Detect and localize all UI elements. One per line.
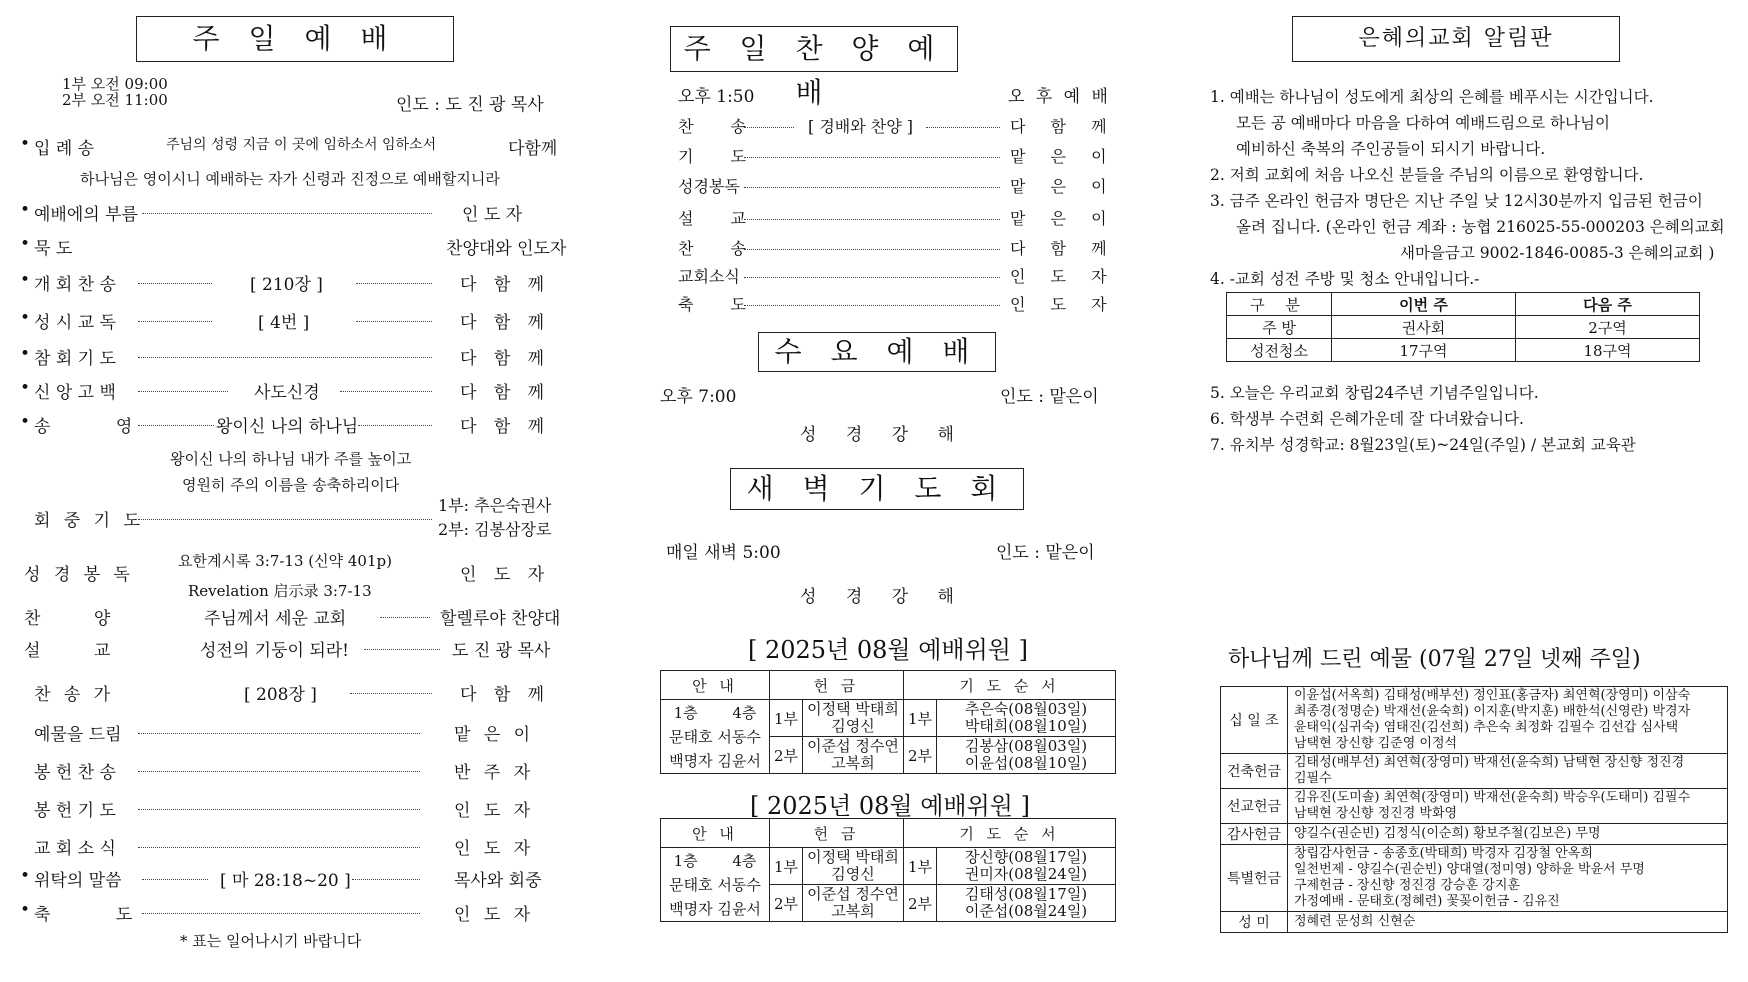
notice-line: 2. 저희 교회에 처음 나오신 분들을 주님의 이름으로 환영합니다. [1210,166,1644,184]
leader-dots [138,391,228,392]
dawn-title: 새 벽 기 도 회 [730,468,1024,510]
item-by: 인 도 자 [454,801,535,821]
offering-line: 이준섭 정수연 [807,737,899,755]
sunday-title: 주 일 예 배 [136,16,454,62]
offering-label: 특별헌금 [1221,845,1288,912]
order-offer-prayer [0,796,560,822]
praise-order-row [640,114,1140,138]
leader-dots [340,391,432,392]
order-offer-hymn [0,758,560,784]
item-label: 찬 양 [24,609,111,629]
session-cell: 2부 [770,885,803,922]
notice-line: 6. 학생부 수련회 은혜가운데 잘 다녀왔습니다. [1210,410,1524,428]
leader-dots [744,219,1000,220]
prayer-line: 김봉삼(08월03일) [964,737,1088,755]
item-label: 예물을 드림 [34,725,122,745]
leader-dots [356,321,432,322]
offering-names [1288,754,1728,789]
leader-dots [358,425,432,426]
prayer-line: 김태성(08월17일) [964,885,1088,903]
prayer-cell [937,848,1116,885]
leader-dots [138,733,420,734]
item-content: 주님의 성령 지금 이 곳에 임하소서 임하소서 [166,137,437,153]
item-by: 찬양대와 인도자 [446,239,567,259]
reading-passages [178,546,392,606]
order-introit [0,134,560,160]
lyric-line: 왕이신 나의 하나님 내가 주를 높이고 [170,450,412,468]
notice-line: 3. 금주 온라인 헌금자 명단은 지난 주일 낮 12시30분까지 입금된 헌금이 [1210,192,1703,210]
order-silent [0,234,567,260]
clean-cell: 18구역 [1516,339,1700,362]
committee-table-1 [660,670,1116,774]
prayer-line: 이준섭(08월24일) [964,902,1088,920]
leader-dots [138,321,212,322]
guide-line: 1층 4층 [673,703,757,722]
offering-line: 이준섭 정수연 [807,885,899,903]
item-by: 다 함 께 [460,349,551,369]
item-content: [ 210장 ] [250,275,323,295]
item-by: 다 함 께 [1010,239,1117,258]
table-header: 기 도 순 서 [904,819,1116,848]
prayer-line: 장신향(08월17일) [964,848,1088,866]
item-label: 봉 헌 기 도 [34,801,116,821]
notice-line: 예비하신 축복의 주인공들이 되시기 바랍니다. [1236,140,1546,158]
offering-name-line: 일천번제 - 양길수(권순빈) 양대열(정미영) 양하윤 박윤서 무명 [1294,862,1645,877]
item-label: 기 도 [678,147,762,166]
item-label: • 송 영 [34,412,132,437]
cleaning-table [1226,292,1700,362]
prayer-cell [937,737,1116,774]
guide-line: 백명자 김윤서 [669,899,761,918]
item-label: 성경봉독 [678,177,740,196]
item-by: 다 함 께 [460,313,551,333]
leader-dots [138,771,420,772]
prayer-persons [438,494,551,542]
offering-line: 김영신 [831,865,875,883]
leader-dots [138,283,212,284]
table-header: 헌 금 [770,671,904,700]
item-content: 사도신경 [254,383,320,403]
order-news [0,834,560,860]
service-times [62,76,168,108]
order-call [0,200,560,226]
offering-label: 성 미 [1221,912,1288,933]
offerings-title: 하나님께 드린 예물 (07월 27일 넷째 주일) [1228,647,1641,672]
notice-line: 1. 예배는 하나님이 성도에게 최상의 은혜를 베푸시는 시간입니다. [1210,88,1654,106]
prayer-line: 박태희(08월10일) [964,717,1088,735]
praise-order-row [640,144,1140,168]
prayer-cell [937,700,1116,737]
offering-name-line: 남택현 장신향 정진경 박화영 [1294,806,1458,821]
notice-line: 올려 집니다. (온라인 헌금 계좌 : 농협 216025-55-000203 은혜의교회 [1236,218,1725,236]
item-label: 찬 송 [678,239,762,258]
item-label: 성 경 봉 독 [24,565,134,585]
leader-dots [364,649,440,650]
item-label: 봉 헌 찬 송 [34,763,116,783]
clean-cell: 성전청소 [1227,339,1332,362]
item-by: 다 함 께 [460,417,551,437]
item-label: 교회소식 [678,267,740,286]
clean-header: 구 분 [1227,293,1332,316]
item-by: 할렐루야 찬양대 [440,609,561,629]
leader-dots [926,127,1000,128]
offering-line: 이정택 박태희 [807,848,899,866]
prayer-line: 권미자(08월24일) [964,865,1088,883]
offering-label: 선교헌금 [1221,789,1288,824]
item-by: 반 주 자 [454,763,535,783]
offerings-table [1220,686,1728,933]
wednesday-time: 오후 7:00 [660,387,737,407]
item-label: • 예배에의 부름 [34,200,138,225]
item-by: 다 함 께 [460,383,551,403]
clean-header: 이번 주 [1332,293,1516,316]
dawn-time: 매일 새벽 5:00 [666,543,781,563]
item-by: 다 함 께 [460,275,551,295]
item-label: • 축 도 [34,900,132,925]
guide-line: 문태호 서동수 [669,875,761,894]
offering-label: 십 일 조 [1221,687,1288,754]
item-content: 주님께서 세운 교회 [204,609,347,629]
item-label: • 위탁의 말씀 [34,866,122,891]
offering-line: 김영신 [831,717,875,735]
bulletin-column [1210,0,1748,982]
second-service-time: 2부 오전 11:00 [62,91,168,109]
leader-dots [138,809,420,810]
offering-names [1288,687,1728,754]
praise-order-row [640,174,1140,198]
offering-row [1221,912,1728,933]
item-by: 인 도 자 [460,565,551,585]
offering-row [1221,687,1728,754]
item-label: • 성 시 교 독 [34,308,116,333]
order-responsive [0,308,560,334]
order-commission [0,866,560,892]
dawn-leader: 인도 : 맡은이 [996,543,1095,563]
notice-line: 새마을금고 9002-1846-0085-3 은혜의교회 ) [1400,244,1715,262]
order-anthem [0,604,560,630]
item-label: 설 교 [24,641,111,661]
item-by: 인 도 자 [454,839,535,859]
guide-line: 백명자 김윤서 [669,751,761,770]
offering-name-line: 김태성(배부선) 최연혁(장영미) 박재선(윤숙희) 남택현 장신향 정진경 [1294,755,1685,770]
clean-cell: 주 방 [1227,316,1332,339]
item-by: 다 함 께 [460,685,551,705]
leader-dots [138,847,420,848]
offering-row [1221,845,1728,912]
doxology-lyrics [170,446,411,498]
table-header: 기 도 순 서 [904,671,1116,700]
notice-line: 5. 오늘은 우리교회 창립24주년 기념주일입니다. [1210,384,1539,402]
leader-dots [142,913,420,914]
item-label: 찬 송 [678,117,762,136]
guide-cell [661,848,770,922]
offering-row [1221,789,1728,824]
item-label: • 개 회 찬 송 [34,270,116,295]
item-content: [ 208장 ] [244,685,317,705]
leader-dots [744,305,1000,306]
item-label: • 입 례 송 [34,134,94,159]
offering-name-line: 창립감사헌금 - 송종호(박태희) 박경자 김장철 안옥희 [1294,846,1593,861]
session-cell: 2부 [904,737,937,774]
item-label: 회 중 기 도 [34,511,144,531]
guide-line: 1층 4층 [673,851,757,870]
prayer-person: 1부: 추은숙권사 [438,496,552,515]
offering-line: 고복희 [831,754,875,772]
item-content: 왕이신 나의 하나님 [216,417,359,437]
item-by: 맡 은 이 [1010,147,1117,166]
table-header: 안 내 [661,819,770,848]
session-cell: 1부 [770,700,803,737]
wednesday-sub: 성 경 강 해 [800,425,966,445]
offering-name-line: 이윤섭(서옥희) 김태성(배부선) 정인표(홍금자) 최연혁(장영미) 이삼숙 [1294,688,1691,703]
item-by: 다함께 [508,139,558,159]
notices-list [1210,84,1725,292]
offering-name-line: 최종경(정명순) 박재선(윤숙희) 이지훈(박지훈) 배한석(신영란) 박경자 [1294,704,1691,719]
item-by: 목사와 회중 [454,871,542,891]
item-label: • 신 앙 고 백 [34,378,116,403]
item-label: • 참 회 기 도 [34,344,116,369]
order-creed [0,378,560,404]
prayer-line: 추은숙(08월03일) [964,700,1088,718]
item-label: • 묵 도 [34,234,72,259]
notice-line: 모든 공 예배마다 마음을 다하여 예배드림으로 하나님이 [1236,114,1610,132]
offering-name-line: 남택현 장신향 김준영 이정석 [1294,736,1458,751]
committee-table-2 [660,818,1116,922]
order-sermon [0,636,560,662]
leader-dots [744,157,1000,158]
worship-verse: 하나님은 영이시니 예배하는 자가 신령과 진정으로 예배할지니라 [80,170,500,188]
committee-title-1: [ 2025년 08월 예배위원 ] [748,636,1028,664]
offering-name-line: 양길수(권순빈) 김정식(이순희) 황보주철(김보은) 무명 [1294,826,1601,841]
offering-cell [803,885,904,922]
item-by: 인 도 자 [1010,295,1117,314]
leader-dots [744,277,1000,278]
offering-names [1288,845,1728,912]
clean-cell: 2구역 [1516,316,1700,339]
dawn-sub: 성 경 강 해 [800,587,966,607]
offering-name-line: 정혜련 문성희 신현순 [1294,914,1416,929]
order-confession [0,344,560,370]
item-by: 맡 은 이 [454,725,535,745]
leader-dots [350,693,432,694]
passage: 요한계시록 3:7-13 (신약 401p) [178,552,392,570]
offering-cell [803,700,904,737]
table-header: 안 내 [661,671,770,700]
first-service-time: 1부 오전 09:00 [62,75,168,93]
offering-name-line: 구제헌금 - 장신향 정진경 강승훈 강지훈 [1294,878,1520,893]
order-opening-hymn [0,270,560,296]
bulletin-title: 은혜의교회 알림판 [1292,16,1620,62]
offering-row [1221,754,1728,789]
praise-service-time: 오후 1:50 [678,87,755,107]
offering-name-line: 윤태익(심귀숙) 염태진(김선희) 추은숙 최정화 김필수 김선갑 심사택 [1294,720,1679,735]
praise-order-row [640,236,1140,260]
sunday-column [0,0,567,982]
wednesday-leader: 인도 : 맡은이 [1000,387,1099,407]
offering-names [1288,789,1728,824]
notice-line: 4. -교회 성전 주방 및 청소 안내입니다.- [1210,270,1480,288]
item-label: 설 교 [678,209,762,228]
order-offering [0,720,560,746]
leader-dots [352,879,420,880]
offering-name-line: 가정예배 - 문태호(정혜련) 꽃꽂이헌금 - 김유진 [1294,894,1560,909]
offering-label: 건축헌금 [1221,754,1288,789]
table-header: 헌 금 [770,819,904,848]
praise-service-title: 주 일 찬 양 예 배 [670,26,958,72]
leader-dots [744,249,1000,250]
leader-dots [356,283,432,284]
praise-order-row [640,264,1140,288]
prayer-cell [937,885,1116,922]
leader-dots [138,357,432,358]
clean-cell: 권사회 [1332,316,1516,339]
offering-row [1221,824,1728,845]
notices-list-2 [1210,380,1636,458]
item-content: [ 경배와 찬양 ] [808,117,914,136]
leader-dots [380,617,430,618]
praise-order-row [640,206,1140,230]
lyric-line: 영원히 주의 이름을 송축하리이다 [182,476,400,494]
passage: Revelation 启示录 3:7-13 [188,582,372,600]
session-cell: 1부 [770,848,803,885]
sunday-leader: 인도 : 도 진 광 목사 [396,95,544,115]
offering-name-line: 김필수 [1294,771,1332,786]
item-by: 인 도 자 [462,205,523,225]
offering-label: 감사헌금 [1221,824,1288,845]
item-by: 맡 은 이 [1010,177,1117,196]
session-cell: 2부 [904,885,937,922]
order-blessing [0,900,560,926]
praise-service-type: 오 후 예 배 [1008,87,1111,107]
item-label: 찬 송 가 [34,685,115,705]
item-by: 인 도 자 [454,905,535,925]
leader-dots [744,127,794,128]
guide-line: 문태호 서동수 [669,727,761,746]
center-column [640,0,1140,982]
guide-cell [661,700,770,774]
session-cell: 1부 [904,848,937,885]
offering-names [1288,912,1728,933]
item-content: [ 4번 ] [258,313,310,333]
leader-dots [744,187,1000,188]
offering-name-line: 김유진(도미솔) 최연혁(장영미) 박재선(윤숙희) 박승우(도태미) 김필수 [1294,790,1691,805]
committee-title-2: [ 2025년 08월 예배위원 ] [750,792,1030,820]
item-by: 맡 은 이 [1010,209,1117,228]
prayer-person: 2부: 김봉삼장로 [438,520,552,539]
leader-dots [138,425,214,426]
standing-note: * 표는 일어나시기 바랍니다 [180,932,362,950]
item-by: 다 함 께 [1010,117,1117,136]
session-cell: 2부 [770,737,803,774]
session-cell: 1부 [904,700,937,737]
item-content: 성전의 기둥이 되라! [200,641,350,661]
prayer-line: 이윤섭(08월10일) [964,754,1088,772]
item-content: [ 마 28:18~20 ] [220,871,351,891]
clean-header: 다음 주 [1516,293,1700,316]
offering-cell [803,848,904,885]
clean-cell: 17구역 [1332,339,1516,362]
offering-line: 이정택 박태희 [807,700,899,718]
leader-dots [138,519,432,520]
offering-cell [803,737,904,774]
wednesday-title: 수 요 예 배 [758,332,996,372]
order-hymn [0,680,560,706]
item-label: 교 회 소 식 [34,839,116,859]
leader-dots [142,879,208,880]
item-label: 축 도 [678,295,762,314]
item-by: 인 도 자 [1010,267,1117,286]
item-by: 도 진 광 목사 [452,641,551,661]
leader-dots [142,213,432,214]
notice-line: 7. 유치부 성경학교: 8월23일(토)~24일(주일) / 본교회 교육관 [1210,436,1636,454]
offering-line: 고복희 [831,902,875,920]
offering-names [1288,824,1728,845]
order-doxology [0,412,560,438]
praise-order-row [640,292,1140,316]
